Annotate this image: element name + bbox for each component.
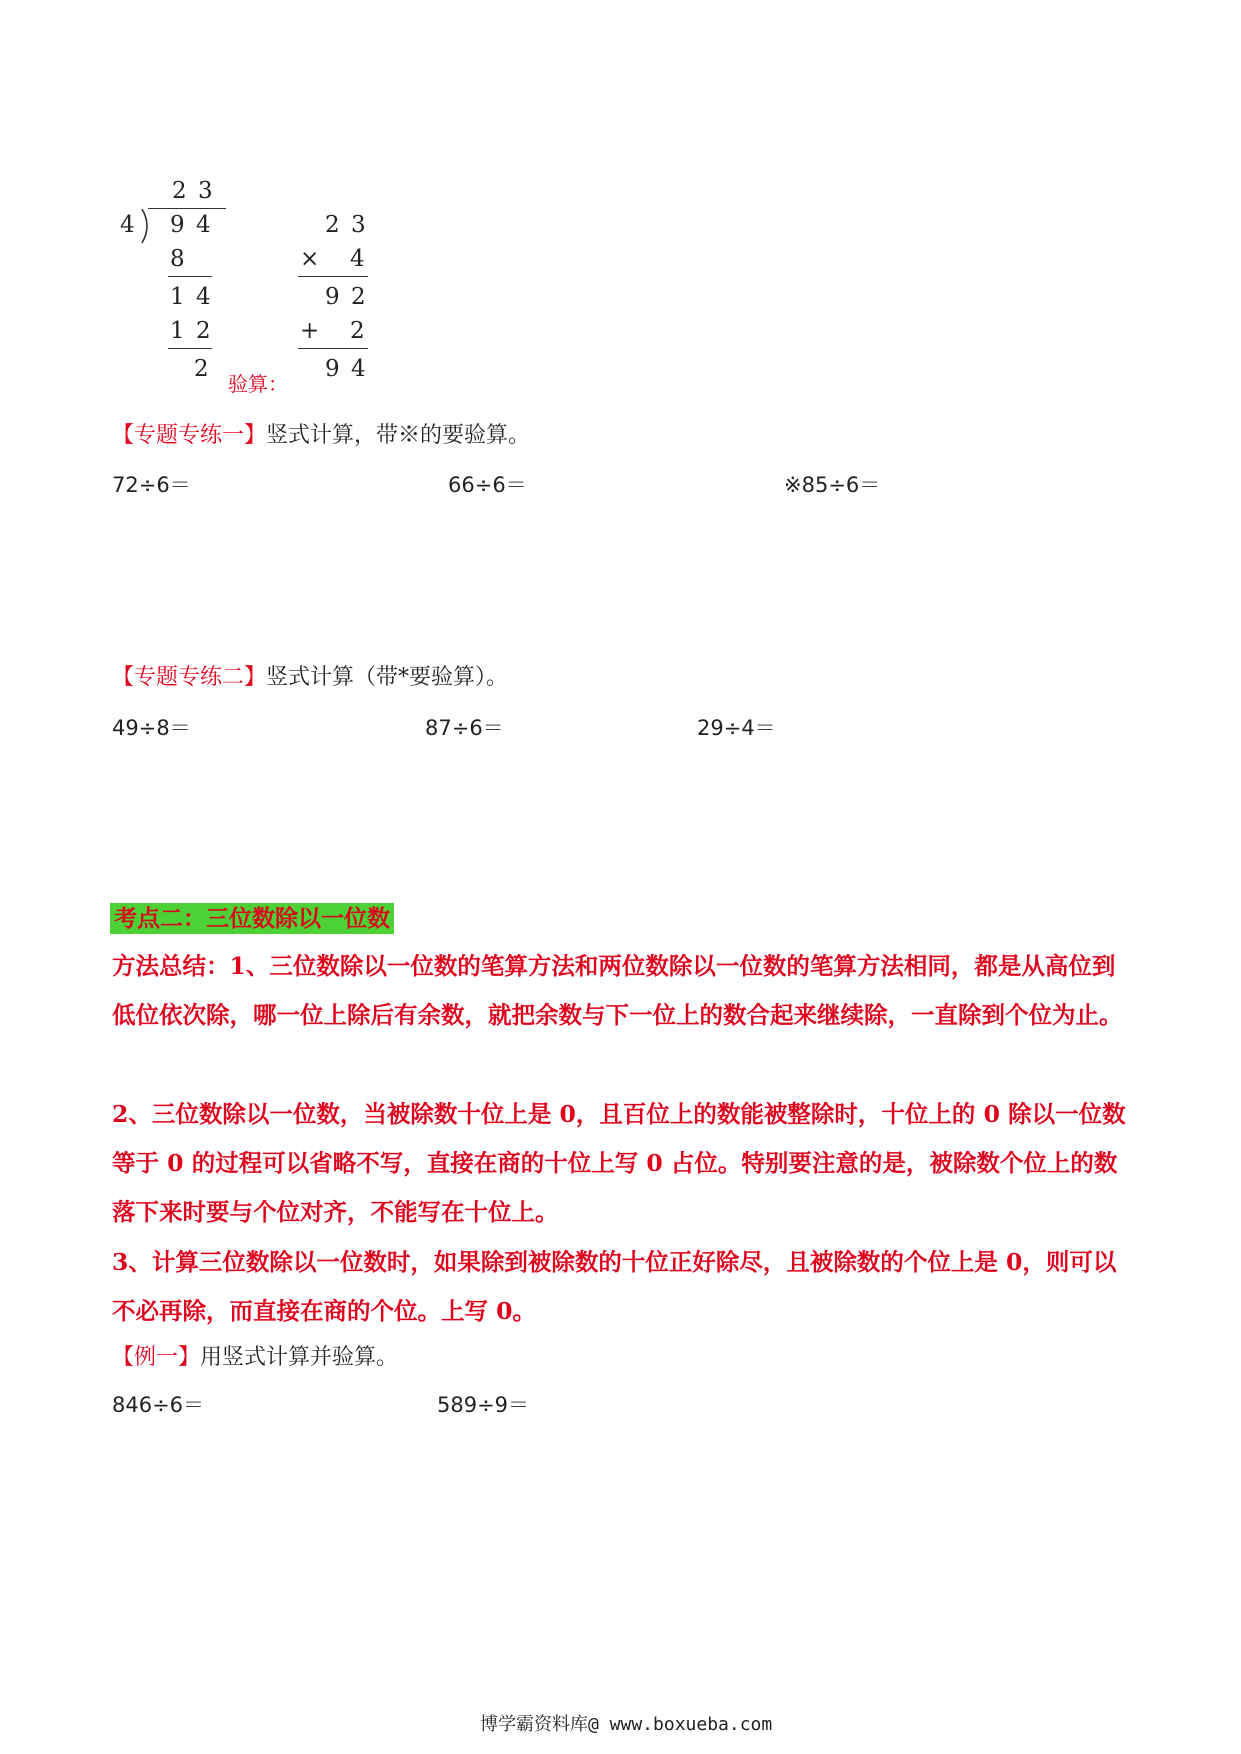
practice-1-title: 专题专练一 — [134, 423, 245, 448]
check-addend: 2 — [350, 318, 367, 344]
example-1-problem-2: 589÷9＝ — [437, 1393, 530, 1417]
method-summary-2: 2、三位数除以一位数，当被除数十位上是 0，且百位上的数能被整除时，十位上的 0 除以一位数等于 0 的过程可以省略不写，直接在商的十位上写 0 占位。特别要注意的是，被除数个位上的数落下来时要与个位对齐，不能写在十位上。 — [112, 1100, 1126, 1226]
check-line-1 — [298, 276, 368, 277]
method-summary-3: 3、计算三位数除以一位数时，如果除到被除数的十位正好除尽，且被除数的个位上是 0，则可以不必再除，而直接在商的个位。上写 0。 — [112, 1248, 1117, 1325]
example-1-heading — [112, 1340, 398, 1371]
practice-2-instruction: 竖式计算（带*要验算）。 — [266, 665, 509, 690]
practice-2-heading — [112, 660, 508, 691]
division-bar — [148, 208, 226, 209]
bracket-close: 】 — [178, 1345, 201, 1370]
check-product: 9 2 — [325, 284, 368, 310]
bracket-open: 【 — [112, 1345, 135, 1370]
practice-1-instruction: 竖式计算，带※的要验算。 — [266, 423, 531, 448]
practice-2-problem-3: 29÷4＝ — [697, 716, 776, 740]
practice-2-problem-2: 87÷6＝ — [425, 716, 504, 740]
division-step-3: 1 2 — [170, 318, 213, 344]
multiply-sign: × — [300, 246, 322, 272]
check-line-2 — [298, 348, 368, 349]
practice-1-problem-1: 72÷6＝ — [112, 473, 191, 497]
plus-sign: + — [300, 318, 322, 344]
bracket-close: 】 — [244, 423, 267, 448]
section-2-highlight: 考点二：三位数除以一位数 — [110, 903, 394, 934]
check-result: 9 4 — [325, 356, 368, 382]
check-factor-1: 2 3 — [325, 212, 368, 238]
division-step-2: 1 4 — [170, 284, 213, 310]
example-1-title: 例一 — [134, 1345, 179, 1370]
example-1-problem-1: 846÷6＝ — [112, 1393, 205, 1417]
practice-1-problem-3: ※85÷6＝ — [784, 473, 881, 497]
division-line-2 — [168, 348, 212, 349]
remainder: 2 — [194, 356, 211, 382]
bracket-open: 【 — [112, 665, 135, 690]
divisor: 4 — [120, 212, 137, 238]
footer-watermark: 博学霸资料库@ www.boxueba.com — [480, 1714, 773, 1735]
bracket-close: 】 — [244, 665, 267, 690]
division-line-1 — [168, 276, 212, 277]
practice-1-heading — [112, 418, 530, 449]
practice-1-problem-2: 66÷6＝ — [448, 473, 527, 497]
dividend: 9 4 — [170, 212, 213, 238]
practice-2-title: 专题专练二 — [134, 665, 245, 690]
quotient: 2 3 — [172, 178, 215, 204]
practice-2-problem-1: 49÷8＝ — [112, 716, 191, 740]
section-2-label — [110, 900, 394, 933]
check-factor-2: 4 — [350, 246, 367, 272]
division-bracket-icon — [140, 208, 154, 244]
example-1-instruction: 用竖式计算并验算。 — [200, 1345, 399, 1370]
division-step-1: 8 — [170, 246, 187, 272]
method-summary-1: 方法总结：1、三位数除以一位数的笔算方法和两位数除以一位数的笔算方法相同，都是从高位到低位依次除，哪一位上除后有余数，就把余数与下一位上的数合起来继续除，一直除到个位为止。 — [112, 952, 1123, 1029]
bracket-open: 【 — [112, 423, 135, 448]
check-label: 验算： — [228, 372, 288, 396]
